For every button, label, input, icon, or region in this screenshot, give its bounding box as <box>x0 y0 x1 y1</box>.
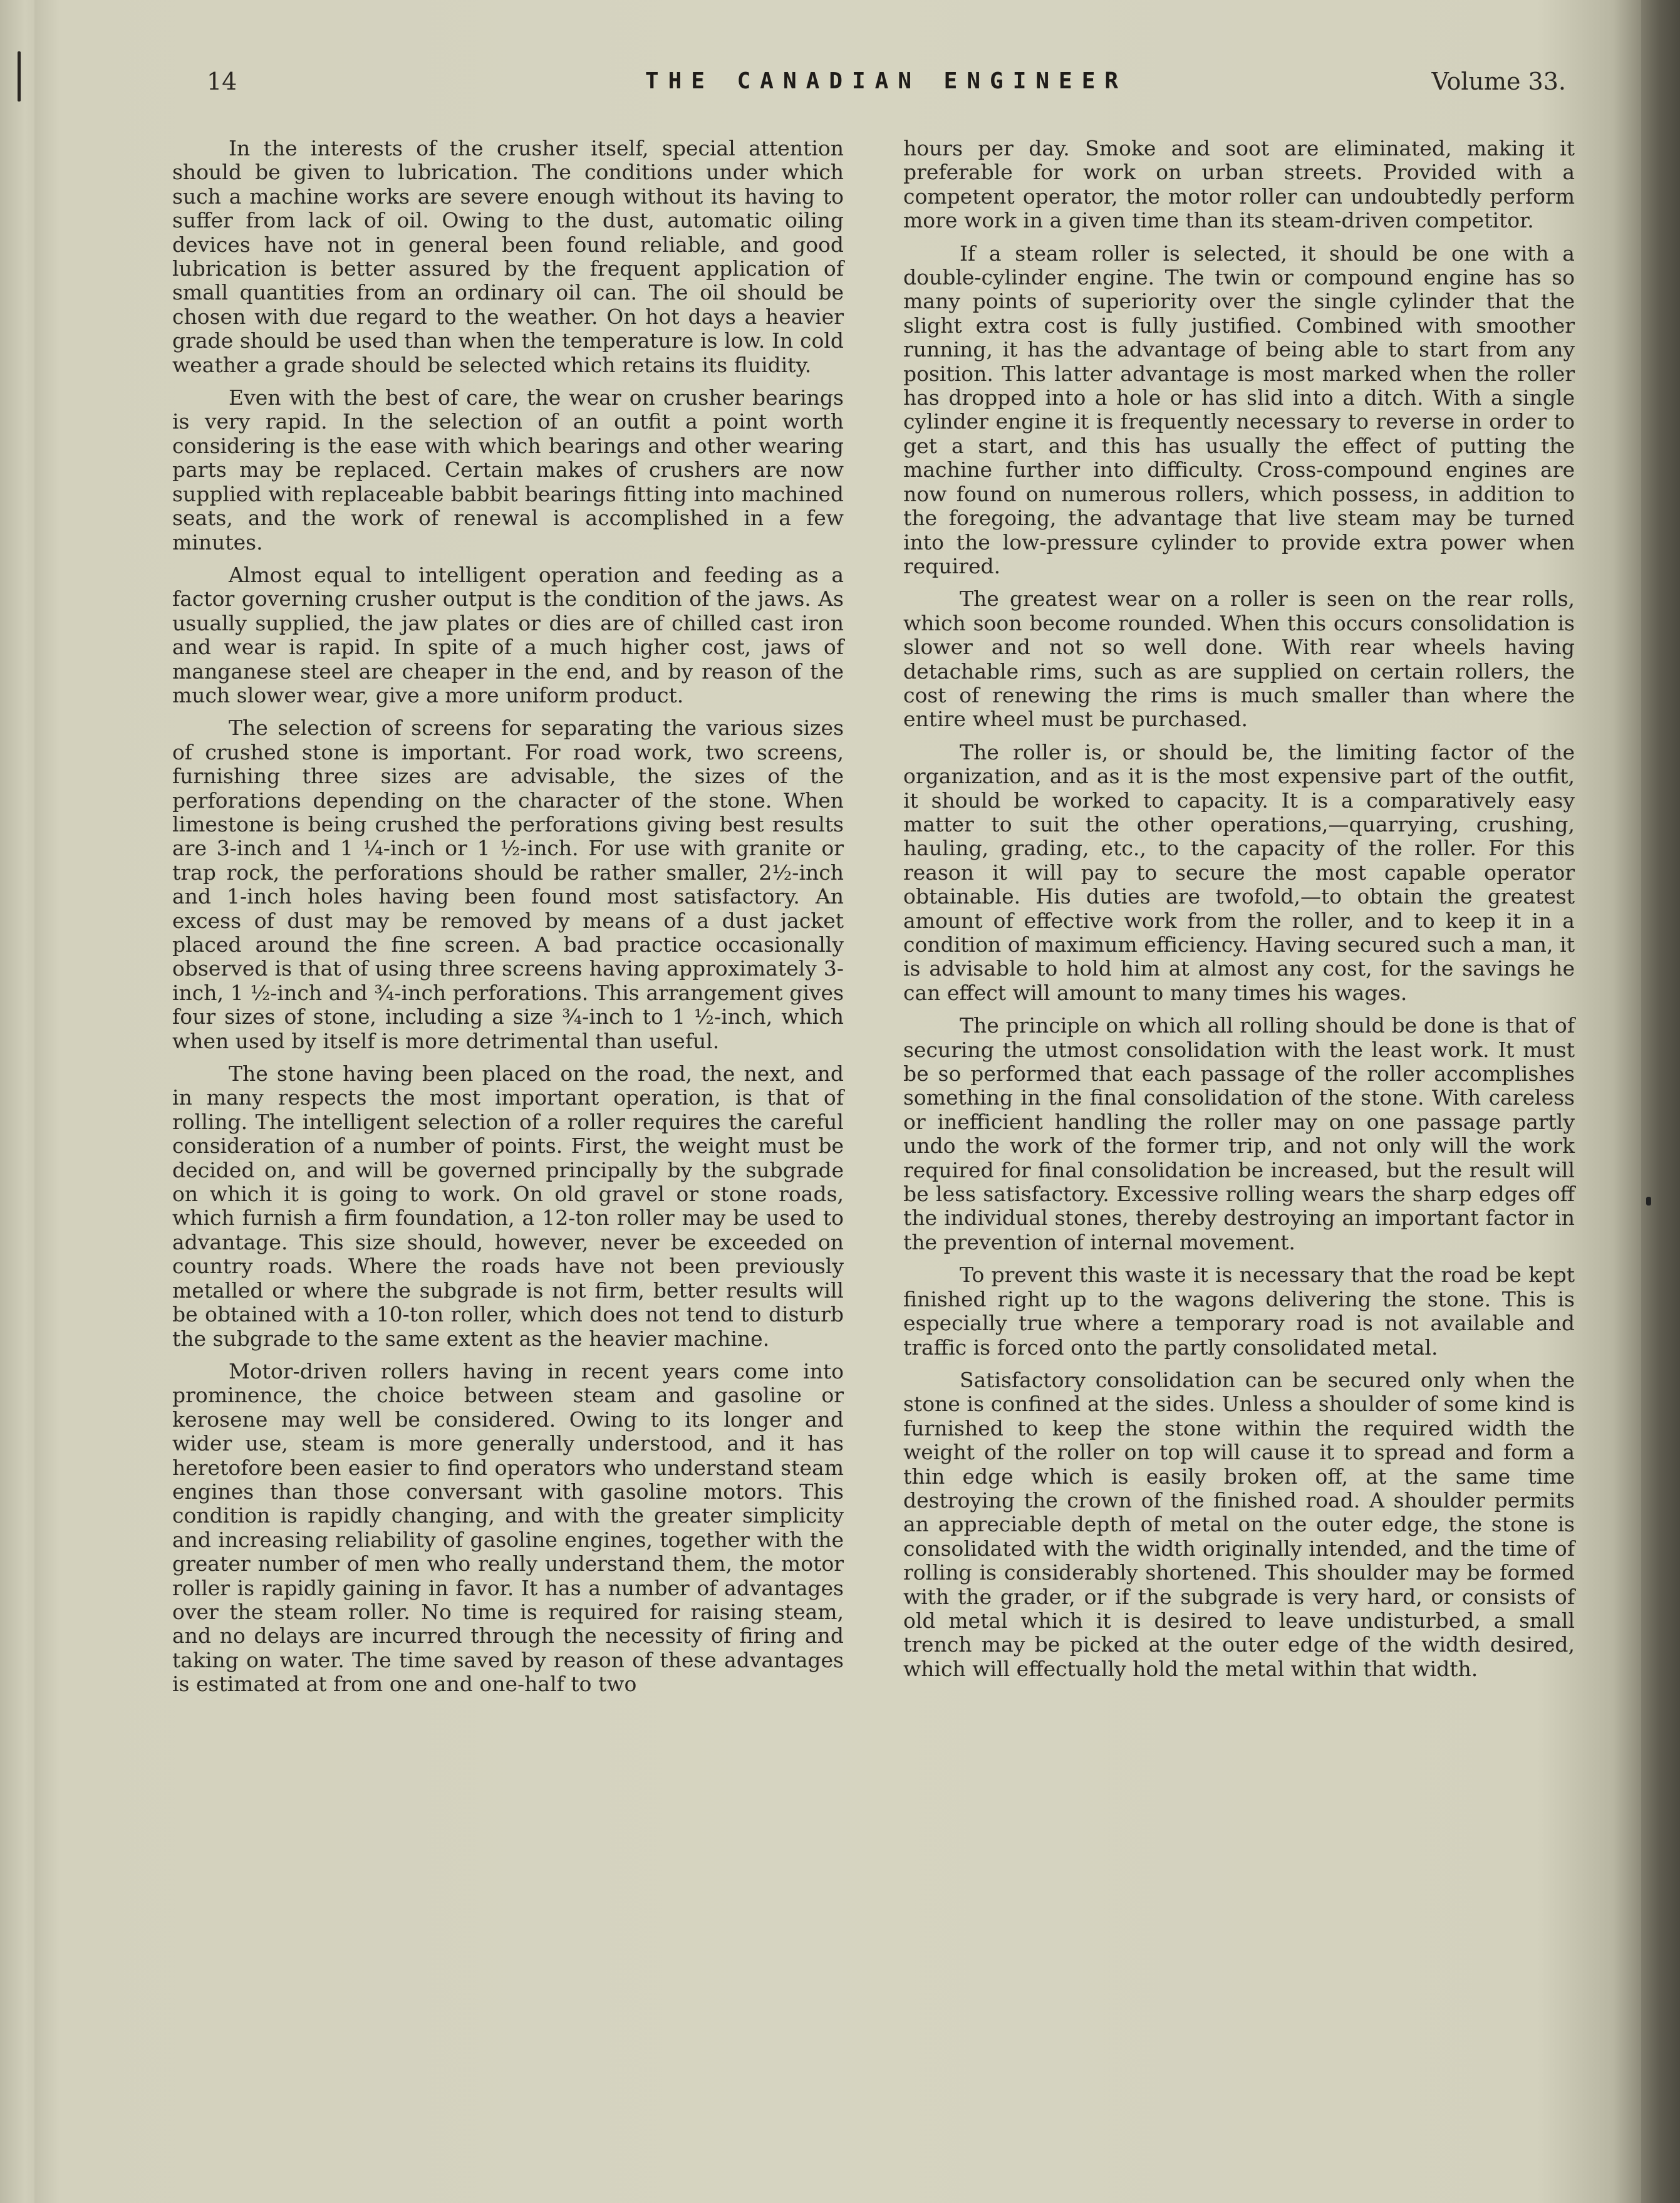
page-number: 14 <box>207 68 237 95</box>
right-column <box>903 137 1575 1690</box>
edge-mark <box>1646 1197 1651 1206</box>
journal-title: THE CANADIAN ENGINEER <box>645 68 1128 94</box>
binding-mark <box>18 51 21 102</box>
paragraph-wear: The greatest wear on a roller is seen on the rear rolls, which soon become rounded. When this occurs consolidation is slower and not so well done. With rear wheels having detachable rims, such as are supplied on certain rollers, the cost of renewing the rims is much smaller than where the entire wheel must be purchased. <box>903 586 1575 732</box>
running-header <box>207 63 1566 100</box>
paragraph-screens: The selection of screens for separating the various sizes of crushed stone is important. For road work, two screens, furnishing three sizes are advisable, the sizes of the perforations depending on the character of the stone. When limestone is being crushed the perforations giving best results are 3-inch and 1 ¼-inch or 1 ½-inch. For use with granite or trap rock, the perforations should be rather smaller, 2½-inch and 1-inch holes having been found most satisfactory. An excess of dust may be removed by means of a dust jacket placed around the fine screen. A bad practice occasionally observed is that of using three screens having approximately 3-inch, 1 ½-inch and ¾-inch perforations. This arrangement gives four sizes of stone, including a size ¾-inch to 1 ½-inch, which when used by itself is more detrimental than useful. <box>172 716 844 1053</box>
page-right-edge <box>1641 0 1680 2203</box>
left-column <box>172 137 844 1706</box>
paragraph-lubrication: In the interests of the crusher itself, special attention should be given to lubrication. The conditions under which such a machine works are severe enough without its having to suffer from lack of oil. Owing to the dust, automatic oiling devices have not in general been found reliable, and good lubrication is better assured by the frequent application of small quantities from an ordinary oil can. The oil should be chosen with due regard to the weather. On hot days a heavier grade should be used than when the temperature is low. In cold weather a grade should be selected which retains its fluidity. <box>172 136 844 377</box>
paragraph-bearings: Even with the best of care, the wear on crusher bearings is very rapid. In the selection of an outfit a point worth considering is the ease with which bearings and other wearing parts may be replaced. Certain makes of crushers are now supplied with replaceable babbit bearings fitting into machined seats, and the work of renewal is accomplished in a few minutes. <box>172 385 844 555</box>
paragraph-steam-roller: If a steam roller is selected, it should be one with a double-cylinder engine. The twin or compound engine has so many points of superiority over the single cylinder that the slight extra cost is fully justified. Combined with smoother running, it has the advantage of being able to start from any position. This latter advantage is most marked when the roller has dropped into a hole or has slid into a ditch. With a single cylinder engine it is frequently necessary to reverse in order to get a start, and this has usually the effect of putting the machine further into difficulty. Cross-compound engines are now found on numerous rollers, which possess, in addition to the foregoing, the advantage that live steam may be turned into the low-pressure cylinder to provide extra power when required. <box>903 241 1575 578</box>
paragraph-rolling: The stone having been placed on the road, the next, and in many respects the most important operation, is that of rolling. The intelligent selection of a roller requires the careful consideration of a number of points. First, the weight must be decided on, and will be governed principally by the subgrade on which it is going to work. On old gravel or stone roads, which furnish a firm foundation, a 12-ton roller may be used to advantage. This size should, however, never be exceeded on country roads. Where the roads have not been previously metalled or where the subgrade is not firm, better results will be obtained with a 10-ton roller, which does not tend to disturb the subgrade to the same extent as the heavier machine. <box>172 1061 844 1351</box>
paragraph-consolidation: Satisfactory consolidation can be secured only when the stone is confined at the sides. Unless a shoulder of some kind is furnished to keep the stone within the required width the weight of the roller on top will cause it to spread and form a thin edge which is easily broken off, at the same time destroying the crown of the finished road. A shoulder permits an appreciable depth of metal on the outer edge, the stone is consolidated with the width originally intended, and the time of rolling is considerably shortened. This shoulder may be formed with the grader, or if the subgrade is very hard, or consists of old metal which it is desired to leave undisturbed, a small trench may be picked at the outer edge of the width desired, which will effectually hold the metal within that width. <box>903 1367 1575 1681</box>
paragraph-limiting-factor: The roller is, or should be, the limiting factor of the organization, and as it is the most expensive part of the outfit, it should be worked to capacity. It is a comparatively easy matter to suit the other operations,—quarrying, crushing, hauling, grading, etc., to the capacity of the roller. For this reason it will pay to secure the most capable operator obtainable. His duties are twofold,—to obtain the greatest amount of effective work from the roller, and to keep it in a condition of maximum efficiency. Having secured such a man, it is advisable to hold him at almost any cost, for the savings he can effect will amount to many times his wages. <box>903 739 1575 1005</box>
paragraph-continuation: hours per day. Smoke and soot are eliminated, making it preferable for work on urban streets. Provided with a competent operator, the motor roller can undoubtedly perform more work in a given time than its steam-driven competitor. <box>903 136 1575 233</box>
paragraph-waste: To prevent this waste it is necessary that the road be kept finished right up to the wagons delivering the stone. This is especially true where a temporary road is not available and traffic is forced onto the partly consolidated metal. <box>903 1263 1575 1360</box>
volume-label: Volume 33. <box>1431 68 1566 95</box>
paragraph-jaws: Almost equal to intelligent operation and feeding as a factor governing crusher output is the condition of the jaws. As usually supplied, the jaw plates or dies are of chilled cast iron and wear is rapid. In spite of a much higher cost, jaws of manganese steel are cheaper in the end, and by reason of the much slower wear, give a more uniform product. <box>172 562 844 707</box>
paragraph-principle: The principle on which all rolling should be done is that of securing the utmost consolidation with the least work. It must be so performed that each passage of the roller accomplishes something in the final consolidation of the stone. With careless or inefficient handling the roller may on one passage partly undo the work of the former trip, and not only will the work required for final consolidation be increased, but the result will be less satisfactory. Excessive rolling wears the sharp edges off the individual stones, thereby destroying an important factor in the prevention of internal movement. <box>903 1013 1575 1254</box>
paragraph-motor-rollers: Motor-driven rollers having in recent years come into prominence, the choice between steam and gasoline or kerosene may well be considered. Owing to its longer and wider use, steam is more generally understood, and it has heretofore been easier to find operators who understand steam engines than those conversant with gasoline motors. This condition is rapidly changing, and with the greater simplicity and increasing reliability of gasoline engines, together with the greater number of men who really understand them, the motor roller is rapidly gaining in favor. It has a number of advantages over the steam roller. No time is required for raising steam, and no delays are incurred through the necessity of firing and taking on water. The time saved by reason of these advantages is estimated at from one and one-half to two <box>172 1358 844 1697</box>
